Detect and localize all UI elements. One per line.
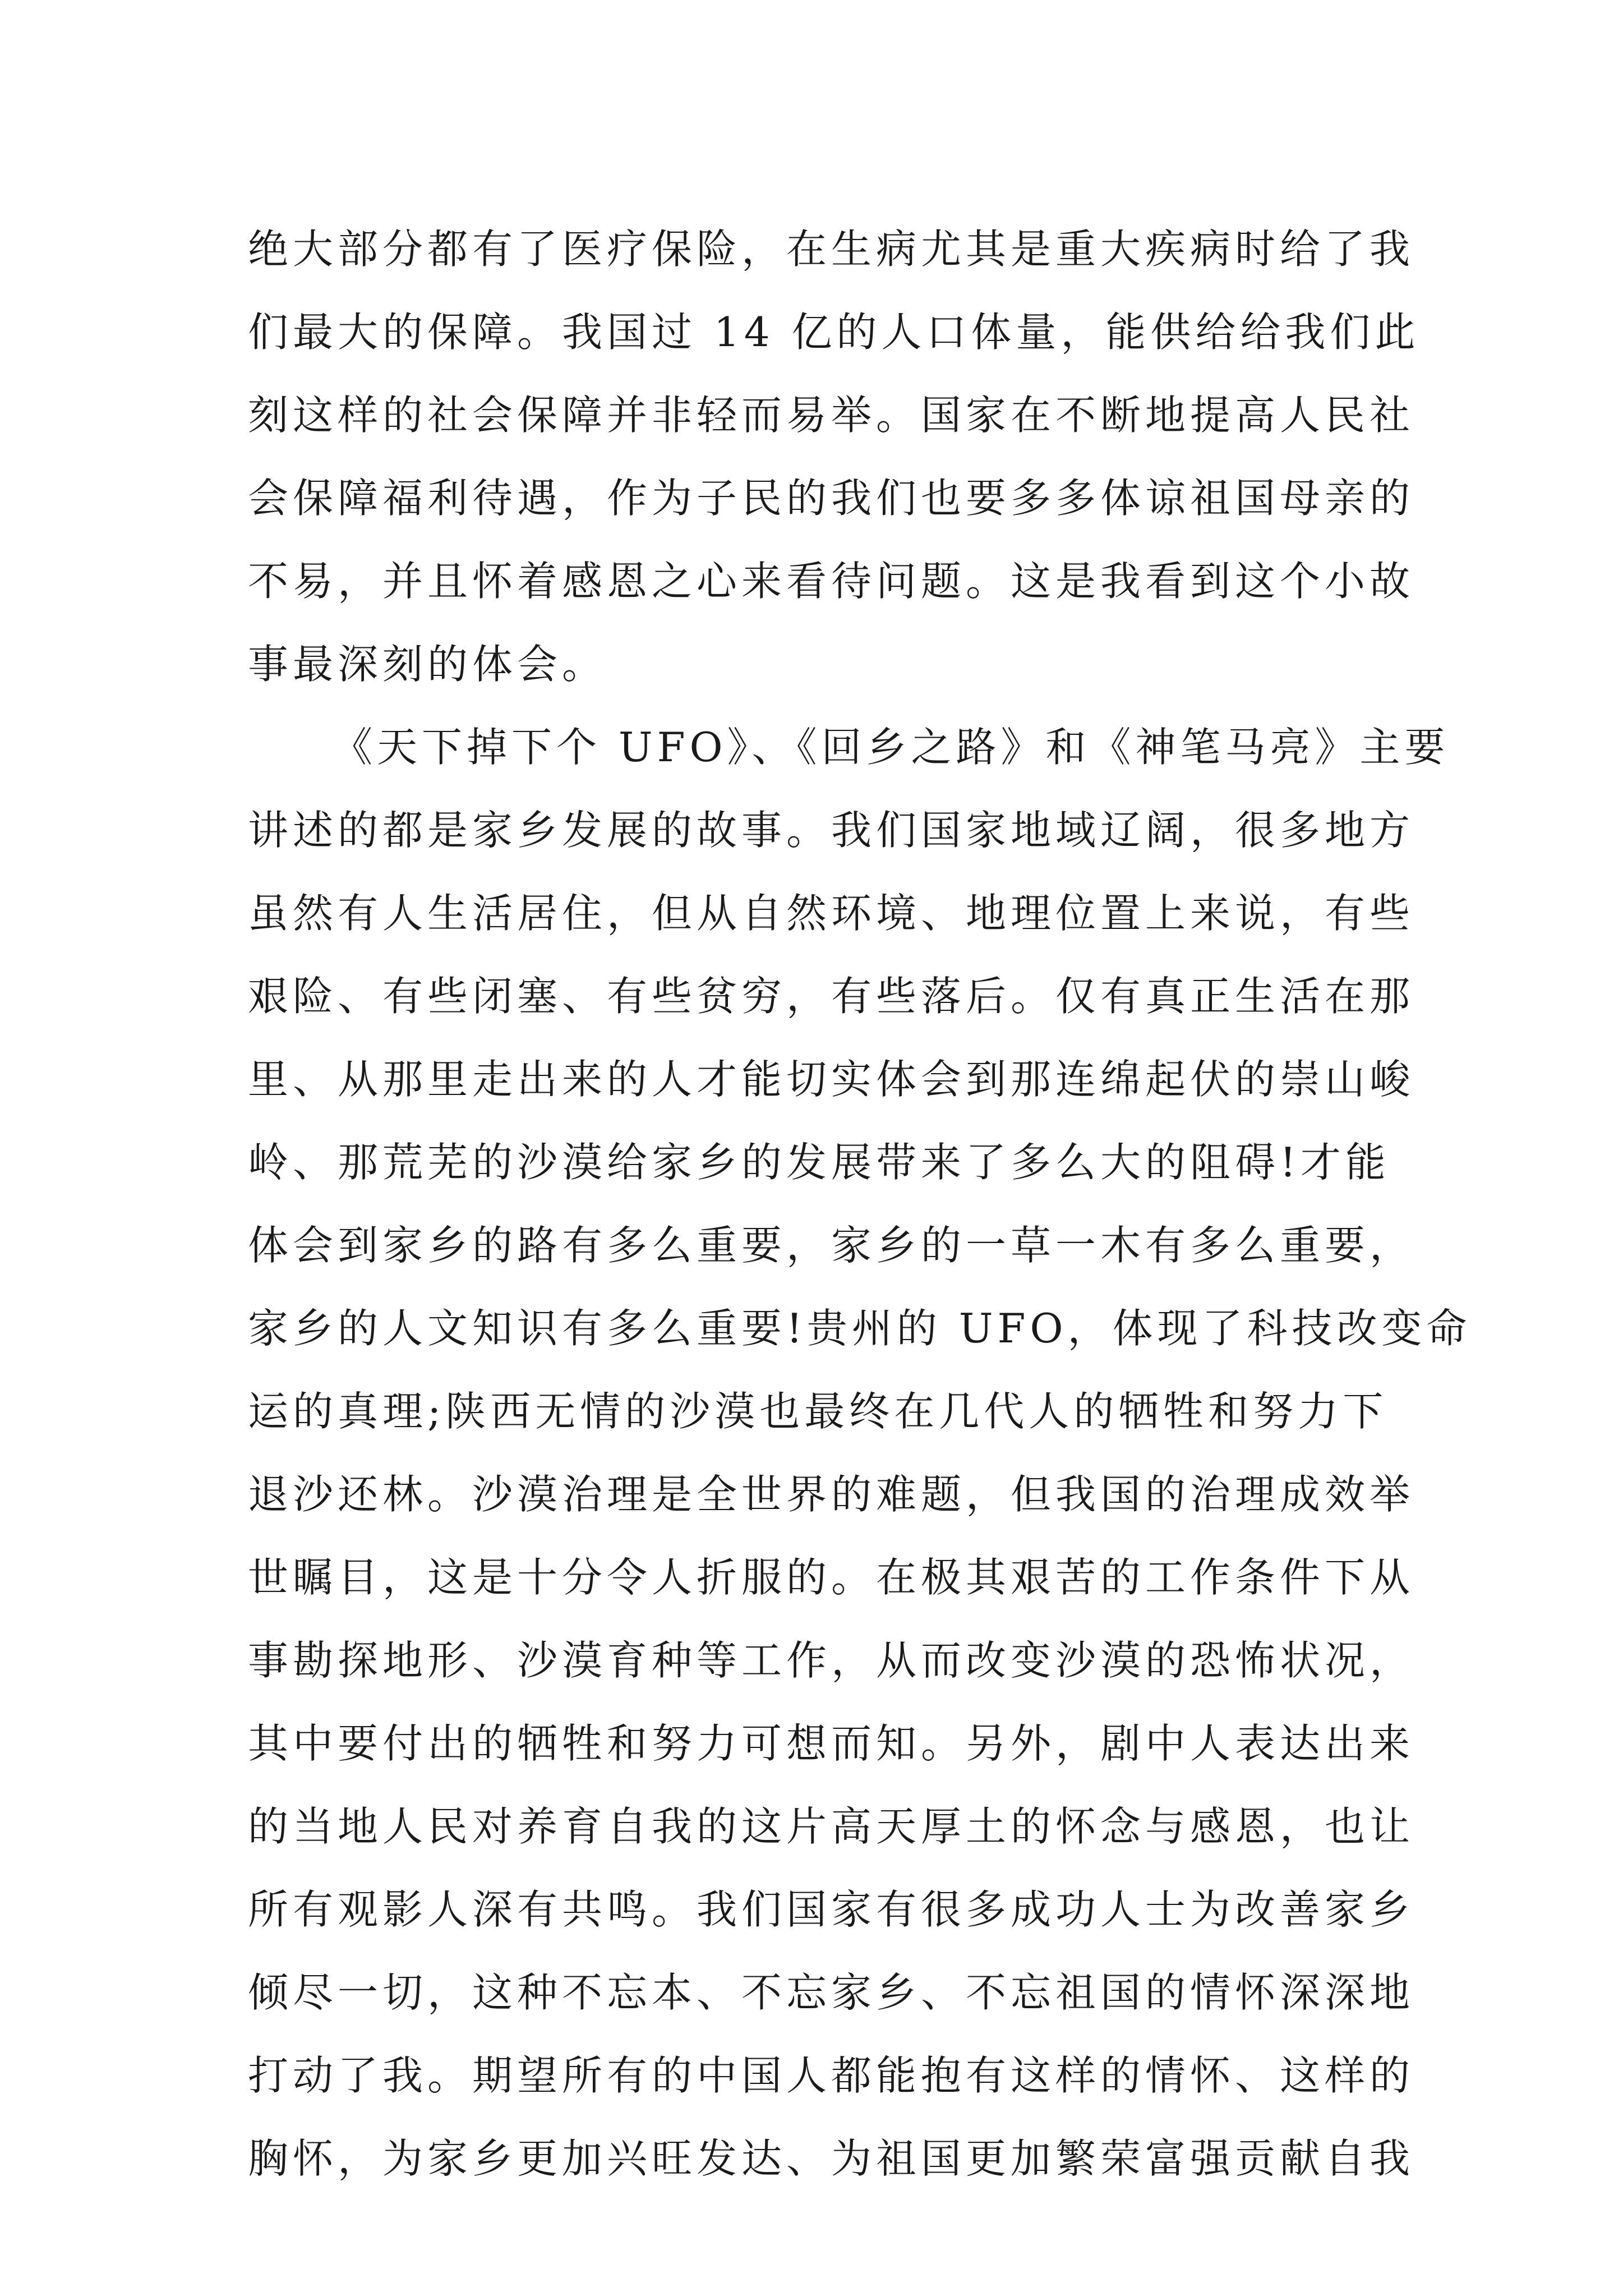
text-line: 家乡的人文知识有多么重要!贵州的 UFO，体现了科技改变命 bbox=[248, 1305, 1472, 1352]
text-line: 其中要付出的牺牲和努力可想而知。另外，剧中人表达出来 bbox=[248, 1720, 1415, 1767]
text-line: 虽然有人生活居住，但从自然环境、地理位置上来说，有些 bbox=[248, 890, 1415, 937]
text-line: 讲述的都是家乡发展的故事。我们国家地域辽阔，很多地方 bbox=[248, 807, 1415, 854]
paragraph-start-line: 《天下掉下个 UFO》、《回乡之路》和《神笔马亮》主要 bbox=[332, 724, 1450, 771]
text-line: 运的真理;陕西无情的沙漠也最终在几代人的牺牲和努力下 bbox=[248, 1388, 1388, 1435]
text-line: 事勘探地形、沙漠育种等工作，从而改变沙漠的恐怖状况， bbox=[248, 1637, 1415, 1684]
text-line: 世瞩目，这是十分令人折服的。在极其艰苦的工作条件下从 bbox=[248, 1554, 1415, 1601]
text-line: 艰险、有些闭塞、有些贫穷，有些落后。仅有真正生活在那 bbox=[248, 973, 1415, 1020]
text-line: 刻这样的社会保障并非轻而易举。国家在不断地提高人民社 bbox=[248, 392, 1415, 439]
text-line: 体会到家乡的路有多么重要，家乡的一草一木有多么重要， bbox=[248, 1222, 1415, 1269]
text-line: 会保障福利待遇，作为子民的我们也要多多体谅祖国母亲的 bbox=[248, 475, 1415, 522]
text-line: 打动了我。期望所有的中国人都能抱有这样的情怀、这样的 bbox=[248, 2052, 1415, 2099]
text-line: 岭、那荒芜的沙漠给家乡的发展带来了多么大的阻碍!才能 bbox=[248, 1139, 1390, 1186]
text-line: 所有观影人深有共鸣。我们国家有很多成功人士为改善家乡 bbox=[248, 1886, 1415, 1933]
text-line: 的当地人民对养育自我的这片高天厚土的怀念与感恩，也让 bbox=[248, 1803, 1415, 1850]
text-line: 们最大的保障。我国过 14 亿的人口体量，能供给给我们此 bbox=[248, 309, 1420, 356]
text-line: 绝大部分都有了医疗保险，在生病尤其是重大疾病时给了我 bbox=[248, 226, 1415, 273]
body-text bbox=[248, 208, 1472, 2200]
text-line: 退沙还林。沙漠治理是全世界的难题，但我国的治理成效举 bbox=[248, 1471, 1415, 1518]
text-line: 里、从那里走出来的人才能切实体会到那连绵起伏的崇山峻 bbox=[248, 1056, 1415, 1103]
text-line: 事最深刻的体会。 bbox=[248, 641, 607, 688]
text-line: 倾尽一切，这种不忘本、不忘家乡、不忘祖国的情怀深深地 bbox=[248, 1969, 1415, 2016]
text-line: 胸怀，为家乡更加兴旺发达、为祖国更加繁荣富强贡献自我 bbox=[248, 2135, 1415, 2182]
text-line: 不易，并且怀着感恩之心来看待问题。这是我看到这个小故 bbox=[248, 558, 1415, 605]
